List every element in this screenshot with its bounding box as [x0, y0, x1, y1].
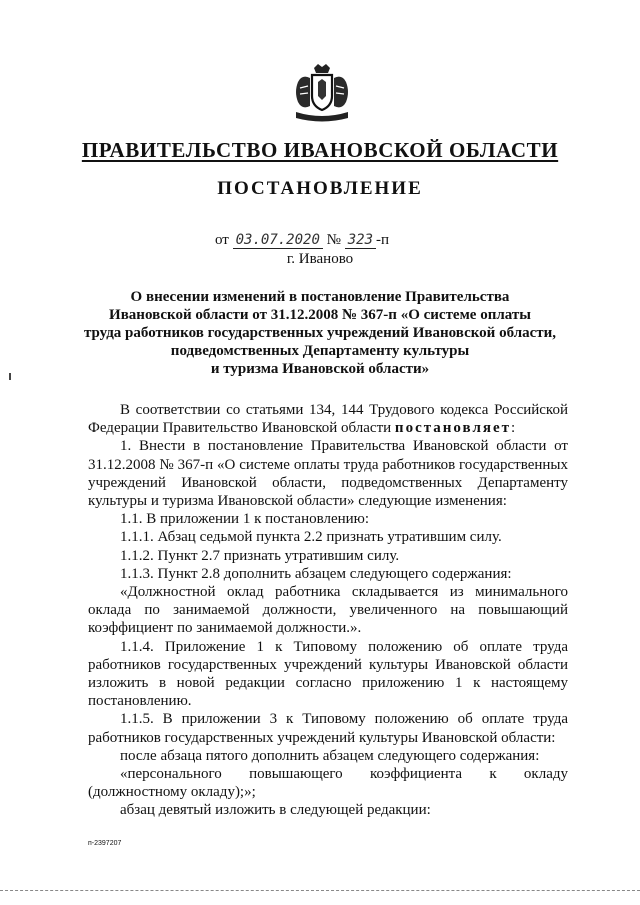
intro-text: В соответствии со статьями 134, 144 Трудового кодекса Российской Федерации Правительство Ивановской области: [88, 402, 568, 437]
subject-line: труда работников государственных учреждений Ивановской области,: [83, 325, 557, 341]
footer-code: п-2397207: [88, 840, 122, 847]
organization-title: ПРАВИТЕЛЬСТВО ИВАНОВСКОЙ ОБЛАСТИ: [81, 138, 559, 162]
paragraph-1-1-4: 1.1.4. Приложение 1 к Типовому положению об оплате труда работников государственных учреждений культуры Ивановской области изложить в новой редакции согласно приложению 1 к настоящему постановлению.: [88, 638, 568, 710]
subject-line: Ивановской области от 31.12.2008 № 367-п «О системе оплаты: [109, 307, 531, 323]
document-subject: [80, 288, 560, 378]
quote-1: «Должностной оклад работника складывается из минимального оклада по занимаемой должности, увеличенного на повышающий коэффициент по занимаемой должности.».: [88, 584, 568, 637]
intro-paragraph: [88, 401, 568, 437]
paragraph-1-1-5: 1.1.5. В приложении 3 к Типовому положению об оплате труда работников государственных учреждений культуры Ивановской области:: [88, 711, 568, 746]
date-number-line: [215, 232, 389, 249]
document-body: [88, 401, 568, 820]
paragraph-1-1-1: 1.1.1. Абзац седьмой пункта 2.2 признать утратившим силу.: [120, 529, 502, 546]
date-prefix: от: [215, 232, 229, 248]
subject-line: и туризма Ивановской области»: [210, 361, 430, 377]
subject-line: О внесении изменений в постановление Правительства: [130, 289, 510, 305]
handwritten-number: 323: [345, 232, 376, 249]
document-type: ПОСТАНОВЛЕНИЕ: [217, 178, 423, 199]
handwritten-date: 03.07.2020: [233, 232, 323, 249]
coat-of-arms-emblem: [292, 62, 352, 126]
decree-word: постановляет: [394, 420, 512, 437]
subject-line: подведомственных Департаменту культуры: [170, 343, 470, 359]
paragraph-1-1-2: 1.1.2. Пункт 2.7 признать утратившим силу.: [120, 547, 400, 564]
number-suffix: -п: [376, 232, 390, 248]
scan-edge-line: [0, 890, 640, 893]
city: г. Иваново: [286, 251, 354, 267]
after-fifth-paragraph: после абзаца пятого дополнить абзацем следующего содержания:: [120, 747, 540, 764]
quote-2: «персонального повышающего коэффициента к окладу (должностному окладу);»;: [88, 766, 568, 801]
scan-mark: [9, 373, 11, 380]
number-prefix: №: [326, 232, 341, 248]
paragraph-1-1-3: 1.1.3. Пункт 2.8 дополнить абзацем следующего содержания:: [120, 565, 512, 582]
decree-colon: :: [511, 420, 516, 437]
paragraph-1-1: 1.1. В приложении 1 к постановлению:: [120, 511, 370, 528]
ninth-paragraph: абзац девятый изложить в следующей редакции:: [120, 802, 431, 819]
paragraph-1: 1. Внести в постановление Правительства Ивановской области от 31.12.2008 № 367-п «О системе оплаты труда работников государственных учреждений Ивановской области, подведомственных Департаменту культуры и туризма Ивановской области» следующие изменения:: [88, 438, 568, 510]
